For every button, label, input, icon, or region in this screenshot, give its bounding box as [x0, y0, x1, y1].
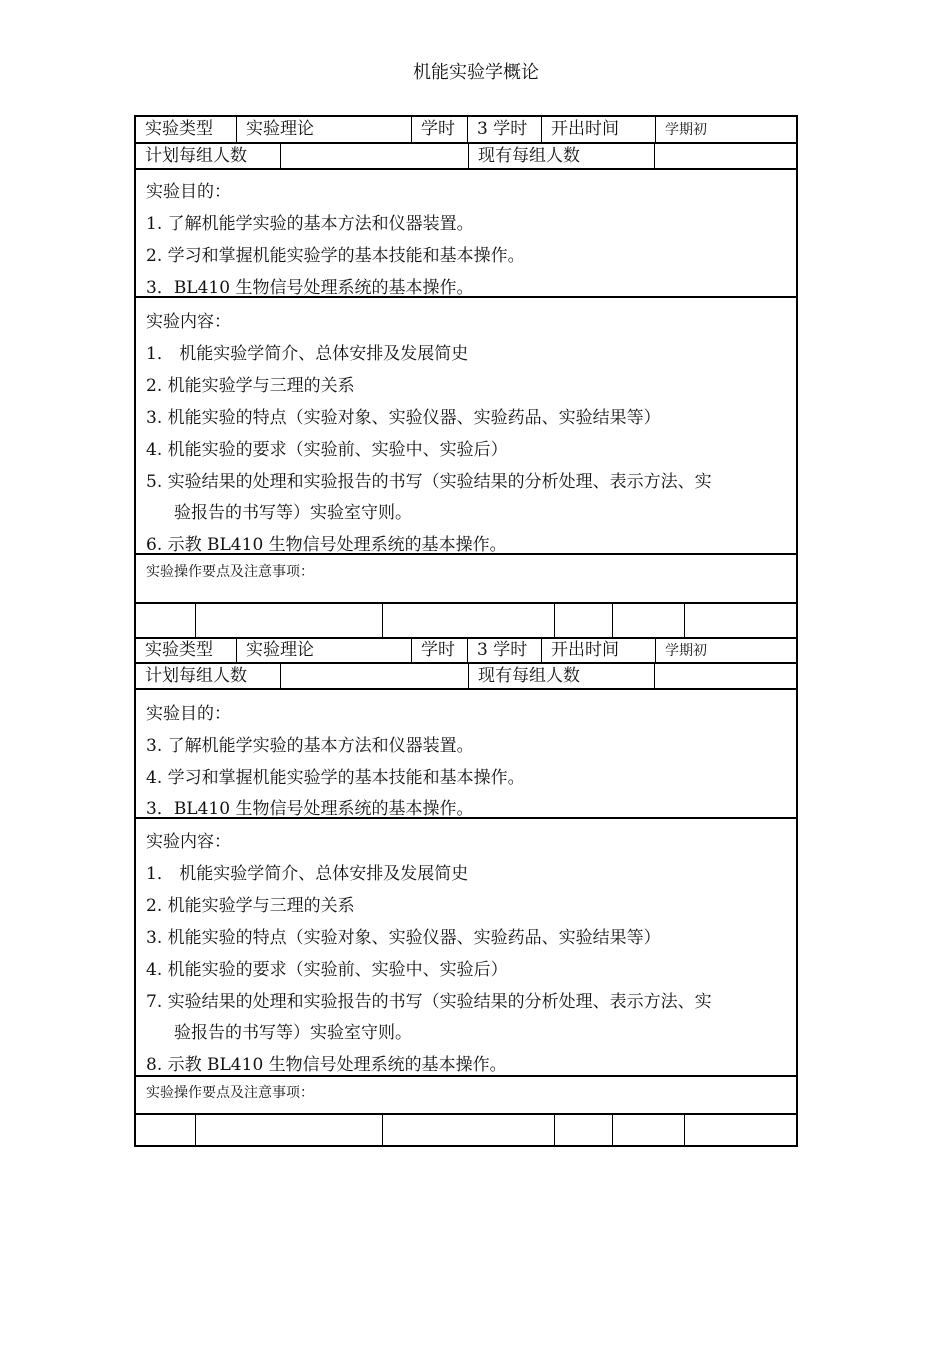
purpose-block [134, 168, 798, 296]
notes-block [134, 553, 798, 602]
content-block [134, 817, 798, 1075]
hours-value: 3 学时 [467, 117, 541, 142]
hours-label: 学时 [411, 639, 467, 662]
planned-value [280, 144, 468, 168]
blank-cell [136, 1115, 196, 1145]
content-heading: 实验内容： [146, 832, 231, 852]
planned-value [280, 664, 468, 688]
content-item: 3. 机能实验的特点（实验对象、实验仪器、实验药品、实验结果等） [146, 408, 661, 428]
blank-cell [195, 604, 383, 637]
purpose-item: 3．BL410 生物信号处理系统的基本操作。 [146, 799, 474, 819]
type-value: 实验理论 [236, 117, 411, 142]
type-value: 实验理论 [236, 639, 411, 662]
blank-cell [195, 1115, 383, 1145]
notes-heading: 实验操作要点及注意事项： [146, 564, 314, 580]
blank-cell [382, 1115, 555, 1145]
notes-heading: 实验操作要点及注意事项： [146, 1085, 314, 1101]
current-value [654, 664, 796, 688]
blank-cell [684, 1115, 796, 1145]
blank-cell [382, 604, 555, 637]
current-label: 现有每组人数 [468, 144, 654, 168]
header-row-1 [134, 115, 798, 142]
content-item: 4. 机能实验的要求（实验前、实验中、实验后） [146, 960, 508, 980]
content-item: 5. 实验结果的处理和实验报告的书写（实验结果的分析处理、表示方法、实 [146, 472, 712, 492]
purpose-item: 1. 了解机能学实验的基本方法和仪器装置。 [146, 214, 474, 234]
header-row-2 [134, 142, 798, 168]
content-item: 1． 机能实验学简介、总体安排及发展简史 [146, 344, 469, 364]
current-value [654, 144, 796, 168]
type-label: 实验类型 [145, 119, 213, 139]
type-label: 实验类型 [145, 640, 213, 660]
content-item: 2. 机能实验学与三理的关系 [146, 896, 355, 916]
planned-label: 计划每组人数 [145, 666, 247, 686]
blank-cell [554, 1115, 613, 1145]
blank-cell [612, 604, 685, 637]
content-item: 2. 机能实验学与三理的关系 [146, 376, 355, 396]
content-item: 3. 机能实验的特点（实验对象、实验仪器、实验药品、实验结果等） [146, 928, 661, 948]
purpose-item: 3．BL410 生物信号处理系统的基本操作。 [146, 278, 474, 298]
blank-cell [136, 604, 196, 637]
open-label: 开出时间 [541, 639, 655, 662]
notes-block [134, 1075, 798, 1113]
purpose-heading: 实验目的： [146, 704, 231, 724]
content-item: 1． 机能实验学简介、总体安排及发展简史 [146, 864, 469, 884]
planned-label: 计划每组人数 [145, 146, 247, 166]
open-value: 学期初 [655, 117, 796, 142]
content-block [134, 296, 798, 553]
current-label: 现有每组人数 [468, 664, 654, 688]
purpose-item: 2. 学习和掌握机能实验学的基本技能和基本操作。 [146, 246, 525, 266]
purpose-item: 3. 了解机能学实验的基本方法和仪器装置。 [146, 736, 474, 756]
content-item: 6. 示教 BL410 生物信号处理系统的基本操作。 [146, 535, 507, 555]
blank-row [134, 1113, 798, 1147]
open-label: 开出时间 [541, 117, 655, 142]
content-item: 4. 机能实验的要求（实验前、实验中、实验后） [146, 440, 508, 460]
content-heading: 实验内容： [146, 312, 231, 332]
blank-row [134, 602, 798, 637]
content-item: 8. 示教 BL410 生物信号处理系统的基本操作。 [146, 1055, 507, 1075]
purpose-heading: 实验目的： [146, 182, 231, 202]
blank-cell [554, 604, 613, 637]
header-row-2 [134, 662, 798, 688]
hours-value: 3 学时 [467, 639, 541, 662]
blank-cell [684, 604, 796, 637]
document-title: 机能实验学概论 [413, 62, 539, 83]
blank-cell [612, 1115, 685, 1145]
open-value: 学期初 [655, 639, 796, 662]
content-item-continued: 验报告的书写等）实验室守则。 [174, 1023, 412, 1043]
purpose-item: 4. 学习和掌握机能实验学的基本技能和基本操作。 [146, 768, 525, 788]
header-row-1 [134, 637, 798, 662]
purpose-block [134, 688, 798, 817]
content-item: 7. 实验结果的处理和实验报告的书写（实验结果的分析处理、表示方法、实 [146, 992, 712, 1012]
content-item-continued: 验报告的书写等）实验室守则。 [174, 503, 412, 523]
hours-label: 学时 [411, 117, 467, 142]
